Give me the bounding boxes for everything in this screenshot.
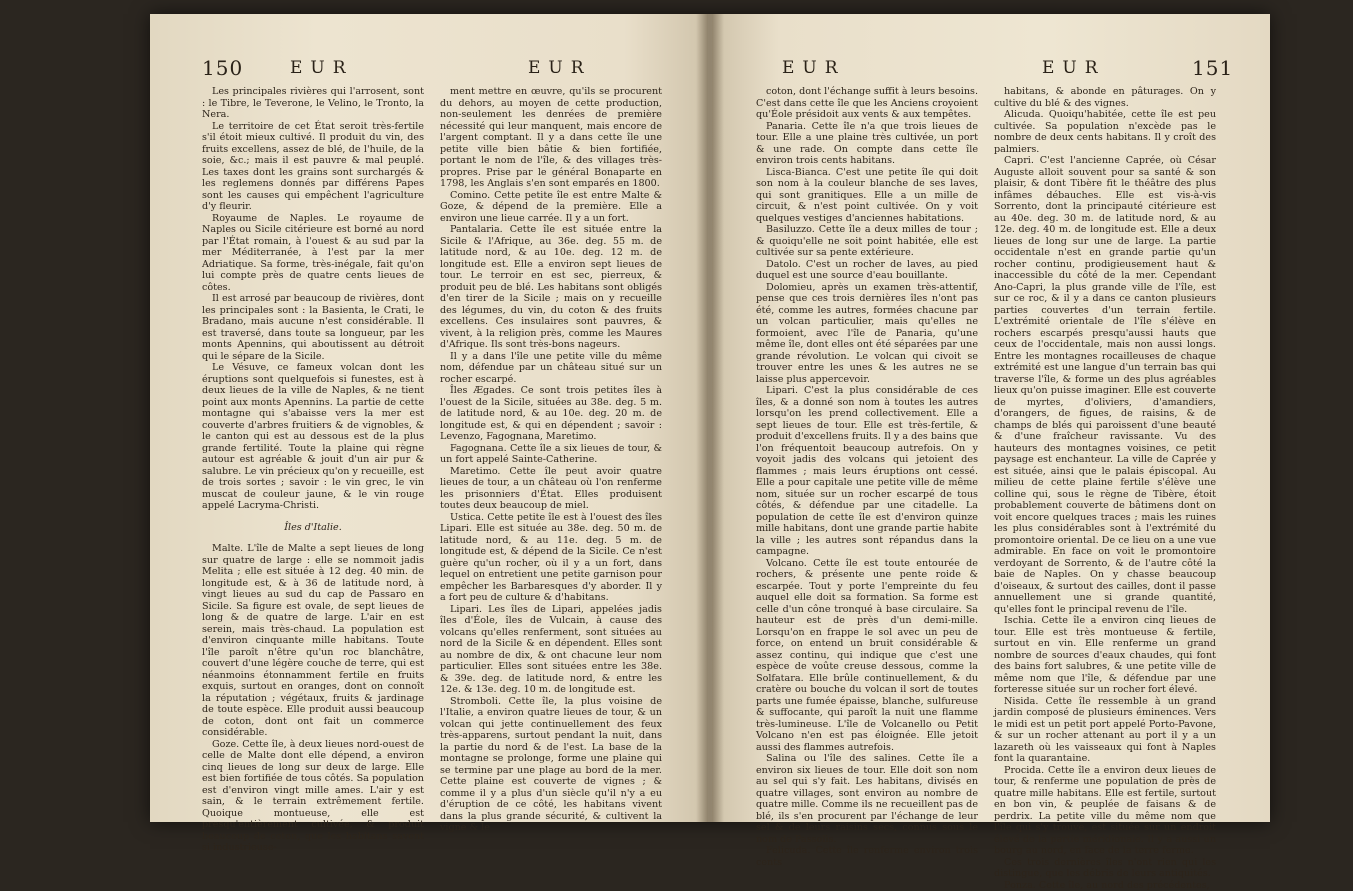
right-page-column-1 [756,86,978,802]
right-page-number: 151 [1192,56,1233,80]
right-running-head-1: EUR [782,58,846,78]
paragraph: ment mettre en œuvre, qu'ils se procurent du dehors, au moyen de cette production, non-seulement les denrées de première nécessité qui leur manquent, mais encore de l'argent comptant. Il y a dans cette île une petite ville bien bâtie & bien fortifiée, portant le nom de l'île, & des villages très-propres. Prise par le général Bonaparte en 1798, les Anglais s'en sont emparés en 1800. [440,86,662,190]
paragraph: coton, dont l'échange suffit à leurs besoins. C'est dans cette île que les Anciens croyoient qu'Éole présidoit aux vents & aux tempêtes. [756,86,978,121]
open-book [150,14,1270,822]
book-gutter [696,14,724,822]
paragraph: Alicuda. Quoiqu'habitée, cette île est peu cultivée. Sa population n'excède pas le nombre de deux cents habitans. Il y croît des palmiers. [994,109,1216,155]
paragraph: Datolo. C'est un rocher de laves, au pied duquel est une source d'eau bouillante. [756,259,978,282]
left-running-head-1: EUR [290,58,354,78]
left-page-column-2 [440,86,662,802]
paragraph: Lisca-Bianca. C'est une petite île qui doit son nom à la couleur blanche de ses laves, qui sont granitiques. Elle a un mille de circuit, & n'est point cultivée. On y voit quelques vestiges d'anciennes habitations. [756,167,978,225]
paragraph: Dolomieu, après un examen très-attentif, pense que ces trois dernières îles n'ont pas été, comme les autres, formées chacune par un volcan particulier, mais qu'elles ne formoient, avec l'île de Panaria, qu'une même île, dont elles ont été séparées par une grande révolution. Le volcan qui civoit se trouver entre les unes & les autres ne se laisse plus appercevoir. [756,282,978,386]
right-running-head-2: EUR [1042,58,1106,78]
paragraph: Goze. Cette île, à deux lieues nord-ouest de celle de Malte dont elle dépend, a environ cinq lieues de long sur deux de large. Elle est bien fortifiée de tous côtés. Sa population est d'environ vingt mille ames. L'air y est sain, & le terrain extrêmement fertile. Quoique montueuse, elle est presqu'entièrement cultivée, & produit beaucoup de coton, que les habitans savent si industrieuse- [202,739,424,854]
paragraph: Volcano. Cette île est toute entourée de rochers, & présente une pente roide & escarpée. Tout y porte l'empreinte du feu auquel elle doit sa formation. Sa forme est celle d'un cône tronqué à base circulaire. Sa hauteur est de près d'un demi-mille. Lorsqu'on en frappe le sol avec un peu de force, on entend un bruit considérable & assez continu, qui indique que c'est une espèce de voûte creuse dessous, comme la Solfatara. Elle brûle continuellement, & du cratère ou bouche du volcan il sort de toutes parts une fumée épaisse, blanche, sulfureuse & suffocante, qui paroît la nuit une flamme très-lumineuse. L'île de Volcanello ou Petit Volcano n'en est pas éloignée. Elle jetoit aussi des flammes autrefois. [756,558,978,754]
left-page [150,14,708,822]
paragraph: Maretimo. Cette île peut avoir quatre lieues de tour, a un château où l'on renferme les prisonniers d'État. Elles produisent toutes deux beaucoup de miel. [440,466,662,512]
paragraph: Le Vésuve, ce fameux volcan dont les éruptions sont quelquefois si funestes, est à deux lieues de la ville de Naples, & ne tient point aux monts Apennins. La partie de cette montagne qui s'abaisse vers la mer est couverte d'arbres fruitiers & de vignobles, & le canton qui est au dessous est de la plus grande fertilité. Toute la plaine qui règne autour est agréable & jouit d'un air pur & salubre. Le vin précieux qu'on y recueille, est de trois sortes ; savoir : le vin grec, le vin muscat de couleur jaune, & le vin rouge appelé Lacryma-Christi. [202,362,424,512]
left-running-head-2: EUR [528,58,592,78]
paragraph: Il est arrosé par beaucoup de rivières, dont les principales sont : la Basienta, le Crati, le Bradano, mais aucune n'est considérable. Il est traversé, dans toute sa longueur, par les monts Apennins, qui aboutissent au détroit qui le sépare de la Sicile. [202,293,424,362]
left-page-column-1 [202,86,424,802]
paragraph: Il y a dans l'île une petite ville du même nom, défendue par un château situé sur un rocher escarpé. [440,351,662,386]
paragraph: habitans, & abonde en pâturages. On y cultive du blé & des vignes. [994,86,1216,109]
paragraph: Panaria. Cette île n'a que trois lieues de tour. Elle a une plaine très cultivée, un port & une rade. On compte dans cette île environ trois cents habitans. [756,121,978,167]
paragraph: Les principales rivières qui l'arrosent, sont : le Tibre, le Teverone, le Velino, le Tronto, la Nera. [202,86,424,121]
paragraph: Comino. Cette petite île est entre Malte & Goze, & dépend de la première. Elle a environ une lieue carrée. Il y a un fort. [440,190,662,225]
paragraph: Royaume de Naples. Le royaume de Naples ou Sicile citérieure est borné au nord par l'État romain, à l'ouest & au sud par la mer Méditerranée, à l'est par la mer Adriatique. Sa forme, très-inégale, fait qu'on lui compte près de quatre cents lieues de côtes. [202,213,424,294]
paragraph: Malte. L'île de Malte a sept lieues de long sur quatre de large : elle se nommoit jadis Melita ; elle est située à 12 deg. 40 min. de longitude est, & à 36 de latitude nord, à vingt lieues au sud du cap de Passaro en Sicile. Sa figure est ovale, de sept lieues de long & de quatre de large. L'air en est serein, mais très-chaud. La population est d'environ cinquante mille habitans. Toute l'île paroît n'être qu'un roc blanchâtre, couvert d'une légère couche de terre, qui est néanmoins étonnamment fertile en fruits exquis, surtout en oranges, dont on connoît la réputation ; végétaux, fruits & jardinage de toute espèce. Elle produit aussi beaucoup de coton, dont ont fait un commerce considérable. [202,543,424,739]
paragraph: Ischia. Cette île a environ cinq lieues de tour. Elle est très montueuse & fertile, surtout en vin. Elle renferme un grand nombre de sources d'eaux chaudes, qui font des bains fort salubres, & une petite ville de même nom que l'île, & défendue par une forteresse située sur un rocher fort élevé. [994,615,1216,696]
paragraph: Îles Ægades. Ce sont trois petites îles à l'ouest de la Sicile, situées au 38e. deg. 5 m. de latitude nord, & au 10e. deg. 20 m. de longitude est, & qui en dépendent ; savoir : Levenzo, Fagognana, Maretimo. [440,385,662,443]
paragraph: Basiluzzo. Cette île a deux milles de tour ; & quoiqu'elle ne soit point habitée, elle est cultivée sur sa pente extérieure. [756,224,978,259]
paragraph: Salina ou l'île des salines. Cette île a environ six lieues de tour. Elle doit son nom au sel qui s'y fait. Les habitans, divisés en quatre villages, sont environ au nombre de quatre mille. Comme ils ne recueillent pas de blé, ils s'en procurent par l'échange de leur sel & de leurs raisins secs, connus sous le nom de Passolis. [756,753,978,845]
paragraph: Le territoire de cet État seroit très-fertile s'il étoit mieux cultivé. Il produit du vin, des fruits excellens, assez de blé, de l'huile, de la soie, &c.; mais il est pauvre & mal peuplé. Les taxes dont les grains sont surchargés & les reglemens donnés par différens Papes sont les causes qui empêchent l'agriculture d'y fleurir. [202,121,424,213]
paragraph: Stromboli. Cette île, la plus voisine de l'Italie, a environ quatre lieues de tour, & un volcan qui jette continuellement des feux très-apparens, surtout pendant la nuit, dans la partie du nord & de l'est. La base de la montagne se prolonge, forme une plaine qui se termine par une plage au bord de la mer. Cette plaine est couverte de vignes ; & comme il y a plus d'un siècle qu'il n'y a eu d'éruption de ce côté, les habitans vivent dans la plus grande sécurité, & cultivent la vigne & le [440,696,662,834]
paragraph: Nisida. Cette île ressemble à un grand jardin composé de plusieurs éminences. Vers le midi est un petit port appelé Porto-Pavone, & sur un rocher attenant au port il y a un lazareth où les vaisseaux qui font à Naples font la quarantaine. [994,696,1216,765]
paragraph: Procida. Cette île a environ deux lieues de tour, & renferme une population de près de quatre mille habitans. Elle est fertile, surtout en bon vin, & peuplée de faisans & de perdrix. La petite ville du même nom que l'île qui s'y trouve, est située sur un endroit élevé de la partie méridionale. Il y a aussi un bourg au nord, en face de la terre ferme. [994,765,1216,857]
paragraph: Felicuda. Cette île renferme environ trois cents [756,845,978,868]
left-page-header [150,56,708,82]
paragraph: Lipari. C'est la plus considérable de ces îles, & a donné son nom à toutes les autres lorsqu'on les prend collectivement. Elle a sept lieues de tour. Elle est très-fertile, & produit d'excellens fruits. Il y a des bains que l'on fréquentoit beaucoup autrefois. On y voyoit jadis des volcans qui jetoient des flammes ; mais leurs éruptions ont cessé. Elle a pour capitale une petite ville de même nom, située sur un rocher escarpé de tous côtés, & défendue par une citadelle. La population de cette île est d'environ quinze mille habitans, dont une grande partie habite la ville ; les autres sont répandus dans la campagne. [756,385,978,558]
paragraph: Fagognana. Cette île a six lieues de tour, & un fort appelé Sainte-Catherine. [440,443,662,466]
paragraph: Lipari. Les îles de Lipari, appelées jadis îles d'Éole, îles de Vulcain, à cause des volcans qu'elles renferment, sont situées au nord de la Sicile & en dépendent. Elles sont au nombre de dix, & ont chacune leur nom particulier. Elles sont situées entre les 38e. & 39e. deg. de latitude nord, & entre les 12e. & 13e. deg. 10 m. de longitude est. [440,604,662,696]
right-page-column-2 [994,86,1216,802]
paragraph: Ces trois dernières îles n'ont rien qui les distingue, que les débris de leurs antiquités. [994,857,1216,880]
paragraph: Capri. C'est l'ancienne Caprée, où César Auguste alloit souvent pour sa santé & son plaisir, & dont Tibère fit le théâtre des plus infâmes débauches. Elle est vis-à-vis Sorrento, dont la principauté citérieure est au 40e. deg. 30 m. de latitude nord, & au 12e. deg. 40 m. de longitude est. Elle a deux lieues de long sur une de large. La partie occidentale n'est en grande partie qu'un rocher continu, prodigieusement haut & inaccessible du côté de la mer. Cependant Ano-Capri, la plus grande ville de l'île, est sur ce roc, & il y a dans ce canton plusieurs parties couvertes d'un terrain fertile. L'extrémité orientale de l'île s'élève en rochers escarpés presqu'aussi hauts que ceux de l'occidentale, mais non aussi longs. Entre les montagnes rocailleuses de chaque extrémité est une langue d'un terrain bas qui traverse l'île, & forme un des plus agréables lieux qu'on puisse imaginer. Elle est couverte de myrtes, d'oliviers, d'amandiers, d'orangers, de figues, de raisins, & de champs de blés qui paroissent d'une beauté & d'une fraîcheur ravissante. Vu des hauteurs des montagnes voisines, ce petit paysage est enchanteur. La ville de Caprée y est située, ainsi que le palais épiscopal. Au milieu de cette plaine fertile s'élève une colline qui, sous le règne de Tibère, étoit probablement couverte de bâtimens dont on voit encore quelques traces ; mais les ruines les plus considérables sont à l'extrémité du promontoire oriental. De ce lieu on a une vue admirable. En face on voit le promontoire verdoyant de Sorrento, & de l'autre côté la baie de Naples. On y chasse beaucoup d'oiseaux, & surtout des cailles, dont il passe annuellement une si grande quantité, qu'elles font le principal revenu de l'île. [994,155,1216,615]
section-heading: Îles d'Italie. [202,522,424,534]
paragraph: Ponza. Cette île, au nord des précédentes, [994,880,1216,891]
paragraph: Pantalaria. Cette île est située entre la Sicile & l'Afrique, au 36e. deg. 55 m. de latitude nord, & au 10e. deg. 12 m. de longitude est. Elle a environ sept lieues de tour. Le terroir en est sec, pierreux, & produit peu de blé. Les habitans sont obligés d'en tirer de la Sicile ; mais on y recueille des légumes, du vin, du coton & des fruits excellens. Ces insulaires sont pauvres, & vivent, à la religion près, comme les Maures d'Afrique. Ils sont très-bons nageurs. [440,224,662,351]
right-page [712,14,1270,822]
right-page-header [712,56,1270,82]
left-page-number: 150 [202,56,243,80]
paragraph: Ustica. Cette petite île est à l'ouest des îles Lipari. Elle est située au 38e. deg. 50 m. de latitude nord, & au 11e. deg. 5 m. de longitude est, & dépend de la Sicile. Ce n'est guère qu'un rocher, où il y a un fort, dans lequel on entretient une petite garnison pour empêcher les Barbaresques d'y aborder. Il y a fort peu de culture & d'habitans. [440,512,662,604]
